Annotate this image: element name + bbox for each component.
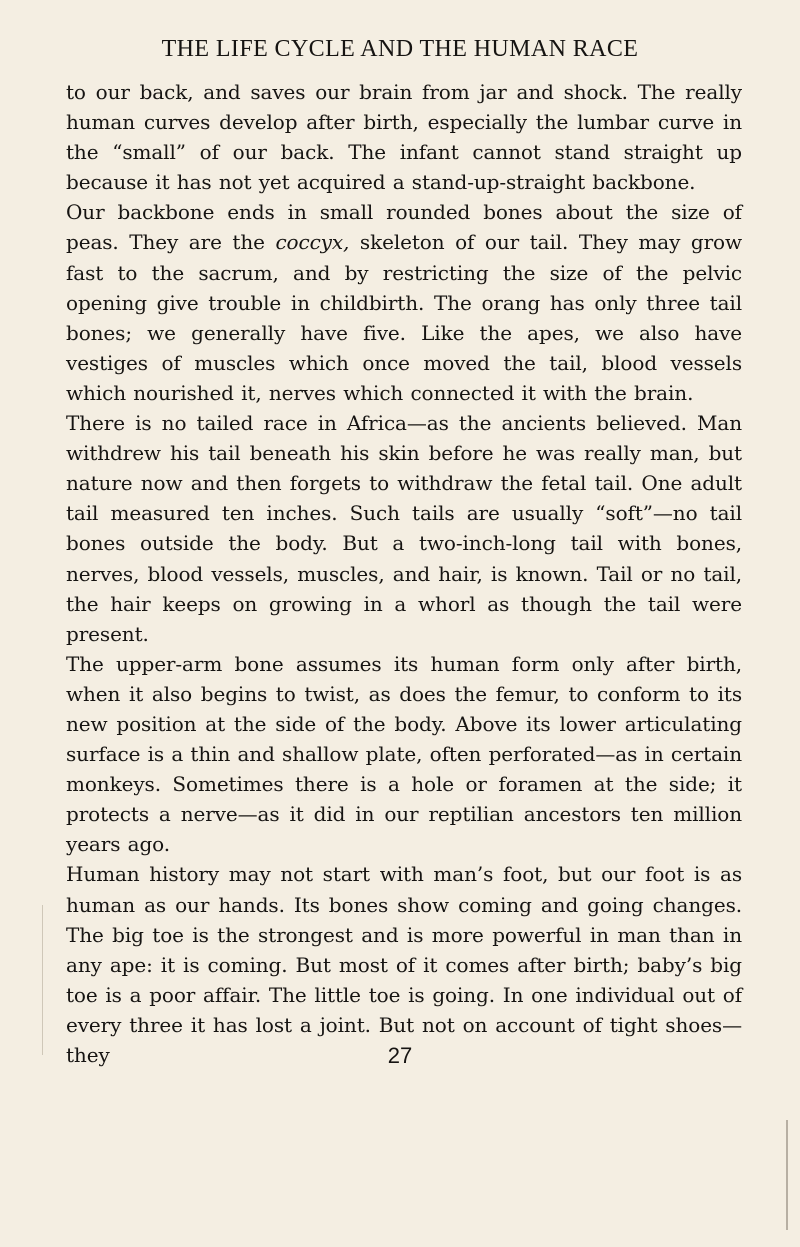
paragraph-coccyx: [66, 197, 742, 408]
paragraph-text: The upper-arm bone assumes its human form only after birth, when it also begins to twist, as does the femur, to conform to its new position at the side of the body. Above its lower articulating surface is a thin and shallow plate, often perforated—as in certain monkeys. Sometimes there is a hole or foramen at the side; it protects a nerve—as it did in our reptilian ancestors ten million years ago.: [66, 651, 743, 857]
running-head: THE LIFE CYCLE AND THE HUMAN RACE: [161, 36, 639, 62]
paragraph-text: Our backbone ends in small rounded bones about the size of peas. They are the: [66, 200, 742, 255]
paragraph-tailed-race: [66, 408, 742, 649]
page-edge-mark: [786, 1120, 788, 1230]
page-number: 27: [387, 1043, 413, 1068]
body-text: [66, 77, 742, 1070]
paragraph-foot: [66, 859, 742, 1070]
paragraph-text: Human history may not start with man’s foot, but our foot is as human as our hands. Its bones show coming and going changes. The big toe is the strongest and is more powerful in man than in any ape: it is coming. But most of it comes after birth; baby’s big toe is a poor affair. The little toe is going. In one individual out of every three it has lost a joint. But not on account of tight shoes—they: [66, 862, 742, 1067]
paragraph-upper-arm: [66, 649, 742, 860]
binding-shadow: [42, 905, 43, 1055]
paragraph-lumbar-curve: [66, 77, 742, 197]
paragraph-text: skeleton of our tail. They may grow fast to the sacrum, and by restricting the size of the pelvic opening give trouble in childbirth. The orang has only three tail bones; we generally have five. Like the apes, we also have vestiges of muscles which once moved the tail, blood vessels which nourished it, nerves which connected it with the brain.: [66, 230, 742, 405]
paragraph-text: There is no tailed race in Africa—as the ancients believed. Man withdrew his tail beneath his skin before he was really man, but nature now and then forgets to withdraw the fetal tail. One adult tail measured ten inches. Such tails are usually “soft”—no tail bones outside the body. But a two-inch-long tail with bones, nerves, blood vessels, muscles, and hair, is known. Tail or no tail, the hair keeps on growing in a whorl as though the tail were present.: [66, 411, 742, 646]
paragraph-text: to our back, and saves our brain from jar and shock. The really human curves develop after birth, especially the lumbar curve in the “small” of our back. The infant cannot stand straight up because it has not yet acquired a stand-up-straight backbone.: [66, 80, 742, 195]
emphasis-coccyx: coccyx,: [275, 230, 350, 255]
